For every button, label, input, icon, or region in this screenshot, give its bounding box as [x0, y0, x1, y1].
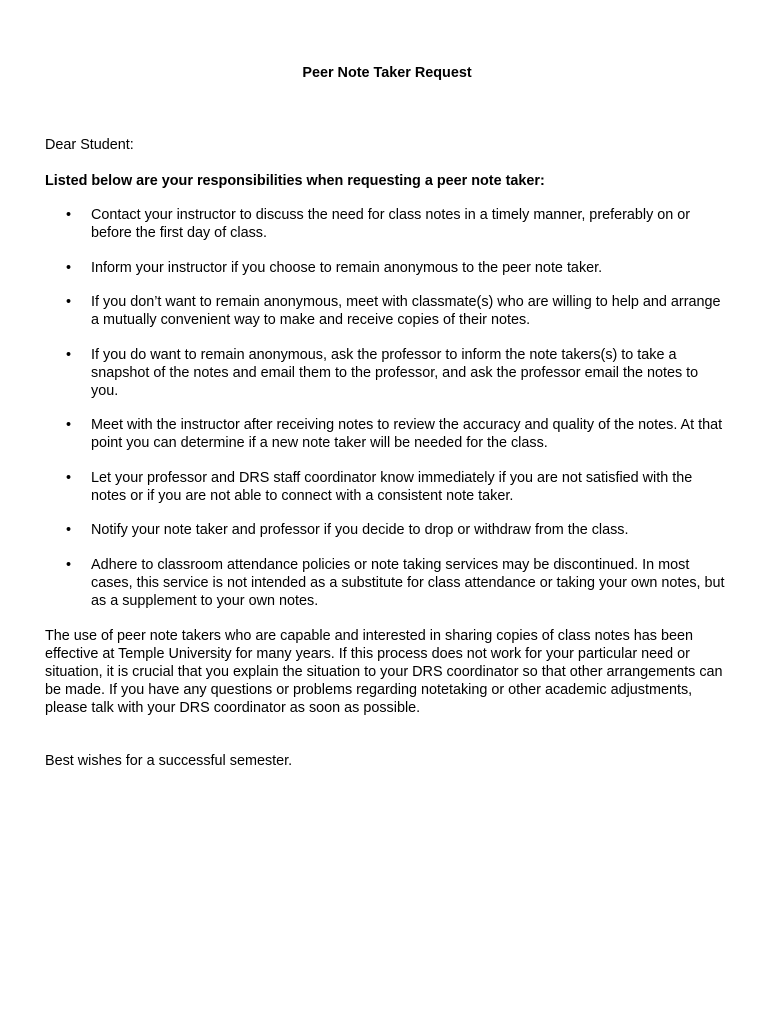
- bullet-icon: •: [66, 346, 72, 363]
- closing-paragraph: The use of peer note takers who are capable and interested in sharing copies of class notes has been effective at Temple University for many years. If this process does not work for your particular need or situation, it is crucial that you explain the situation to your DRS coordinator so that other arrangements can be made. If you have any questions or problems regarding notetaking or other academic adjustments, please talk with your DRS coordinator as soon as possible.: [45, 628, 723, 716]
- list-item-text: Contact your instructor to discuss the need for class notes in a timely manner, preferably on or before the first day of class.: [91, 207, 691, 241]
- bullet-icon: •: [66, 417, 72, 433]
- list-item-text: If you don’t want to remain anonymous, meet with classmate(s) who are willing to help and arrange a mutually convenient way to make and receive copies of their notes.: [91, 294, 721, 328]
- bullet-icon: •: [66, 522, 72, 538]
- bullet-icon: •: [66, 207, 72, 223]
- list-item-text: Inform your instructor if you choose to remain anonymous to the peer note taker.: [91, 259, 603, 276]
- responsibilities-list: [45, 206, 729, 626]
- list-item: [45, 556, 725, 610]
- list-item-text: Let your professor and DRS staff coordinator know immediately if you are not satisfied with the notes or if you are not able to connect with a consistent note taker.: [91, 469, 693, 504]
- bullet-icon: •: [66, 469, 72, 486]
- list-item-text: Adhere to classroom attendance policies or note taking services may be discontinued. In most cases, this service is not intended as a substitute for class attendance or taking your own notes, but as a supplement to your own notes.: [91, 556, 725, 609]
- list-item: [45, 469, 725, 505]
- list-item: [45, 521, 725, 539]
- document-title: Peer Note Taker Request: [302, 65, 472, 81]
- list-item: [45, 346, 725, 400]
- list-item-text: Meet with the instructor after receiving notes to review the accuracy and quality of the notes. At that point you can determine if a new note taker will be needed for the class.: [91, 417, 723, 451]
- list-item: [45, 206, 725, 242]
- bullet-icon: •: [66, 556, 72, 573]
- bullet-icon: •: [66, 259, 72, 276]
- list-item-text: Notify your note taker and professor if you decide to drop or withdraw from the class.: [91, 522, 629, 538]
- list-item: [45, 293, 725, 329]
- list-item: [45, 259, 725, 277]
- responsibilities-heading: Listed below are your responsibilities when requesting a peer note taker:: [45, 173, 545, 189]
- bullet-icon: •: [66, 294, 72, 310]
- salutation: Dear Student:: [45, 137, 134, 153]
- signoff: Best wishes for a successful semester.: [45, 753, 293, 769]
- list-item-text: If you do want to remain anonymous, ask the professor to inform the note takers(s) to take a snapshot of the notes and email them to the professor, and ask the professor email the notes to you.: [91, 346, 699, 399]
- list-item: [45, 416, 725, 452]
